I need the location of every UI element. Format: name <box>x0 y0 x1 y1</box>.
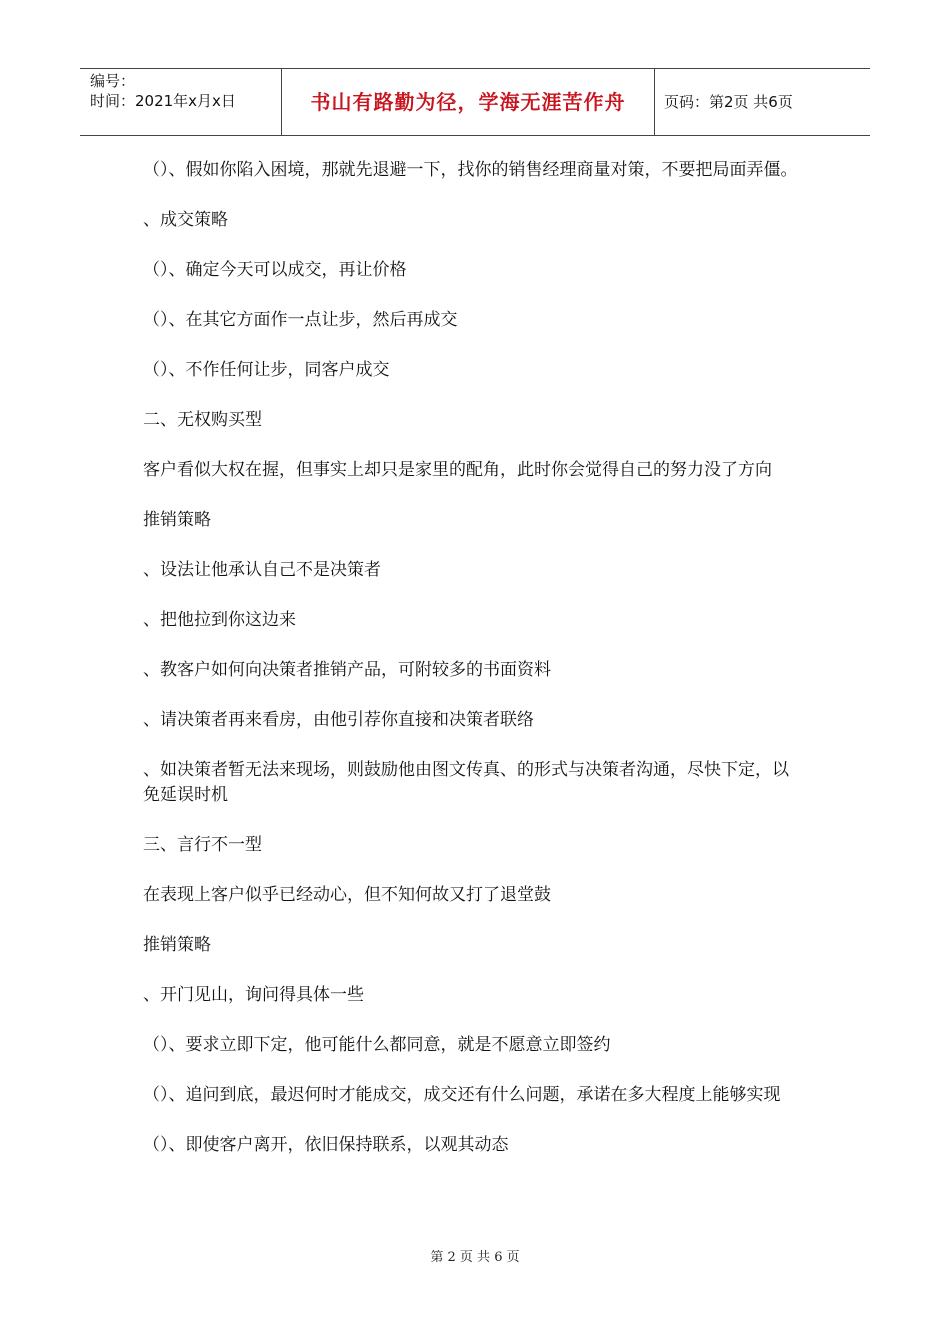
page-header <box>80 68 870 136</box>
body-paragraph: （）、假如你陷入困境，那就先退避一下，找你的销售经理商量对策，不要把局面弄僵。 <box>143 160 798 180</box>
section-heading: 推销策略 <box>143 935 211 955</box>
header-info-cell <box>80 69 281 135</box>
body-paragraph: 、如决策者暂无法来现场，则鼓励他由图文传真、的形式与决策者沟通，尽快下定，以免延误时机 <box>143 760 789 805</box>
body-paragraph: 、设法让他承认自己不是决策者 <box>143 560 381 580</box>
page-footer: 第 2 页 共 6 页 <box>430 1250 520 1265</box>
body-paragraph: 客户看似大权在握，但事实上却只是家里的配角，此时你会觉得自己的努力没了方向 <box>143 460 772 480</box>
document-number-label: 编号： <box>90 72 136 90</box>
body-paragraph: 在表现上客户似乎已经动心，但不知何故又打了退堂鼓 <box>143 885 551 905</box>
section-heading: 、成交策略 <box>143 210 228 230</box>
body-paragraph: （）、确定今天可以成交，再让价格 <box>143 260 407 280</box>
document-date-label: 时间：2021年x月x日 <box>90 92 236 110</box>
body-paragraph: 、教客户如何向决策者推销产品，可附较多的书面资料 <box>143 660 551 680</box>
body-paragraph: （）、不作任何让步，同客户成交 <box>143 360 390 380</box>
header-page-number: 页码：第2页 共6页 <box>664 93 793 111</box>
header-motto: 书山有路勤为径，学海无涯苦作舟 <box>281 69 655 135</box>
section-heading: 三、言行不一型 <box>143 835 262 855</box>
section-heading: 二、无权购买型 <box>143 410 262 430</box>
body-paragraph: 、开门见山，询问得具体一些 <box>143 985 364 1005</box>
body-paragraph: （）、追问到底，最迟何时才能成交，成交还有什么问题，承诺在多大程度上能够实现 <box>143 1085 781 1105</box>
body-paragraph: 、把他拉到你这边来 <box>143 610 296 630</box>
body-paragraph: （）、要求立即下定，他可能什么都同意，就是不愿意立即签约 <box>143 1035 611 1055</box>
section-heading: 推销策略 <box>143 510 211 530</box>
document-body <box>143 158 803 1183</box>
body-paragraph: 、请决策者再来看房，由他引荐你直接和决策者联络 <box>143 710 534 730</box>
body-paragraph: （）、在其它方面作一点让步，然后再成交 <box>143 310 458 330</box>
body-paragraph: （）、即使客户离开，依旧保持联系，以观其动态 <box>143 1135 509 1155</box>
